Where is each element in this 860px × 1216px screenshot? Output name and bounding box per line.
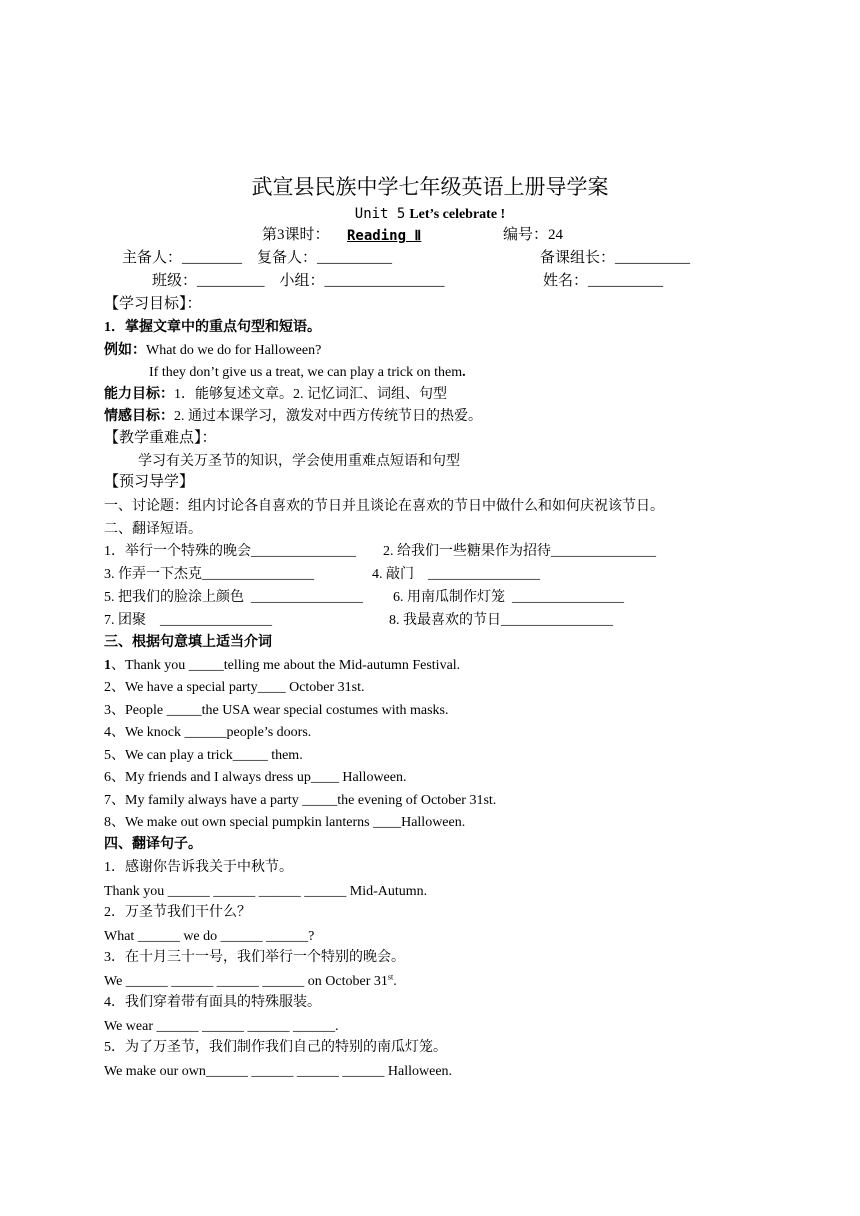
unit-line — [0, 206, 860, 222]
item-number: 4 — [104, 725, 111, 740]
student-name: 姓名：__________ — [543, 273, 664, 289]
key-points-heading: 【教学重难点】： — [104, 430, 217, 446]
sentence-chinese: 5．为了万圣节，我们制作我们自己的特别的南瓜灯笼。 — [104, 1040, 447, 1055]
item-text: 、We have a special party____ October 31st. — [111, 680, 365, 695]
prepositions-heading: 三、根据句意填上适当介词 — [104, 635, 272, 650]
example-line — [104, 344, 321, 358]
sentence-chinese: 2．万圣节我们干什么？ — [104, 905, 251, 920]
lesson-label: 第3课时： — [262, 227, 330, 243]
unit-prefix: Unit 5 — [354, 206, 406, 222]
staff-row-2: 班级：_________ 小组：________________ — [152, 273, 445, 289]
sentence-english — [104, 972, 397, 989]
ability-goal — [104, 388, 447, 402]
preposition-item — [104, 816, 465, 830]
item-text: 、We can play a trick_____ them. — [111, 748, 303, 763]
item-text: 、We make out own special pumpkin lanterns ____Halloween. — [111, 815, 466, 830]
lesson-number: 编号：24 — [503, 227, 564, 243]
sentence-chinese: 3．在十月三十一号，我们举行一个特别的晚会。 — [104, 950, 405, 965]
item-text: 、People _____the USA wear special costumes with masks. — [111, 703, 449, 718]
item-number: 8 — [104, 815, 111, 830]
ordinal-suffix: st — [387, 972, 394, 982]
ability-label: 能力目标： — [104, 387, 174, 402]
sentence-text: We ______ ______ ______ ______ on October 31 — [104, 974, 388, 989]
sentence-end: . — [393, 974, 397, 989]
sentence-english: What ______ we do ______ ______? — [104, 929, 315, 944]
item-number: 5 — [104, 748, 111, 763]
ability-text: 1．能够复述文章。2. 记忆词汇、词组、句型 — [174, 387, 447, 402]
lesson-topic: Reading Ⅱ — [347, 228, 422, 244]
preposition-item — [104, 771, 407, 785]
emotion-label: 情感目标： — [104, 409, 174, 424]
item-number: 2 — [104, 680, 111, 695]
staff-head: 备课组长：__________ — [540, 250, 691, 266]
preposition-item — [104, 659, 460, 673]
sentence-english: Thank you ______ ______ ______ ______ Mid-Autumn. — [104, 884, 428, 899]
sentence-chinese: 4．我们穿着带有面具的特殊服装。 — [104, 995, 321, 1010]
objective-item-1: 1．掌握文章中的重点句型和短语。 — [104, 320, 321, 335]
item-text: 、My friends and I always dress up____ Halloween. — [111, 770, 407, 785]
item-text: 、Thank you _____telling me about the Mid-autumn Festival. — [111, 658, 461, 673]
phrase-item: 7. 团聚 ________________ — [104, 613, 272, 628]
preview-heading: 【预习导学】 — [104, 474, 195, 490]
item-number: 1 — [104, 658, 111, 673]
example-answer-end: . — [462, 365, 466, 380]
phrase-item: 5. 把我们的脸涂上颜色 ________________ — [104, 590, 363, 605]
preposition-item — [104, 704, 449, 718]
staff-row-1: 主备人：________ 复备人：__________ — [122, 250, 393, 266]
translate-phrases-heading: 二、翻译短语。 — [104, 522, 202, 537]
phrase-item: 3. 作弄一下杰克________________ — [104, 567, 314, 582]
phrase-item: 8. 我最喜欢的节日________________ — [389, 613, 613, 628]
item-number: 3 — [104, 703, 111, 718]
example-answer-line — [149, 366, 466, 380]
sentence-english: We make our own______ ______ ______ ______ Halloween. — [104, 1064, 453, 1079]
preposition-item — [104, 726, 311, 740]
preposition-item — [104, 749, 303, 763]
preposition-item — [104, 681, 365, 695]
example-question: What do we do for Halloween? — [146, 343, 322, 358]
sentences-heading: 四、翻译句子。 — [104, 837, 202, 852]
emotion-goal — [104, 410, 482, 424]
phrase-item: 4. 敲门 ________________ — [372, 567, 540, 582]
objectives-heading: 【学习目标】： — [104, 296, 202, 312]
emotion-text: 2. 通过本课学习，激发对中西方传统节日的热爱。 — [174, 409, 482, 424]
item-text: 、My family always have a party _____the evening of October 31st. — [111, 793, 497, 808]
sentence-chinese: 1．感谢你告诉我关于中秋节。 — [104, 860, 293, 875]
sentence-english: We wear ______ ______ ______ ______. — [104, 1019, 339, 1034]
example-answer: If they don’t give us a treat, we can play a trick on them — [149, 365, 463, 380]
phrase-item: 6. 用南瓜制作灯笼 ________________ — [393, 590, 624, 605]
document-title: 武宣县民族中学七年级英语上册导学案 — [251, 175, 609, 199]
item-number: 7 — [104, 793, 111, 808]
example-label: 例如： — [104, 343, 146, 358]
discussion-prompt: 一、讨论题：组内讨论各自喜欢的节日并且谈论在喜欢的节日中做什么和如何庆祝该节日。 — [104, 499, 664, 514]
key-points-text: 学习有关万圣节的知识，学会使用重难点短语和句型 — [138, 454, 460, 469]
phrase-item: 2. 给我们一些糖果作为招待_______________ — [383, 544, 656, 559]
phrase-item: 1．举行一个特殊的晚会_______________ — [104, 544, 356, 559]
unit-name: Let’s celebrate ! — [409, 207, 506, 222]
preposition-item — [104, 794, 496, 808]
item-number: 6 — [104, 770, 111, 785]
item-text: 、We knock ______people’s doors. — [111, 725, 312, 740]
